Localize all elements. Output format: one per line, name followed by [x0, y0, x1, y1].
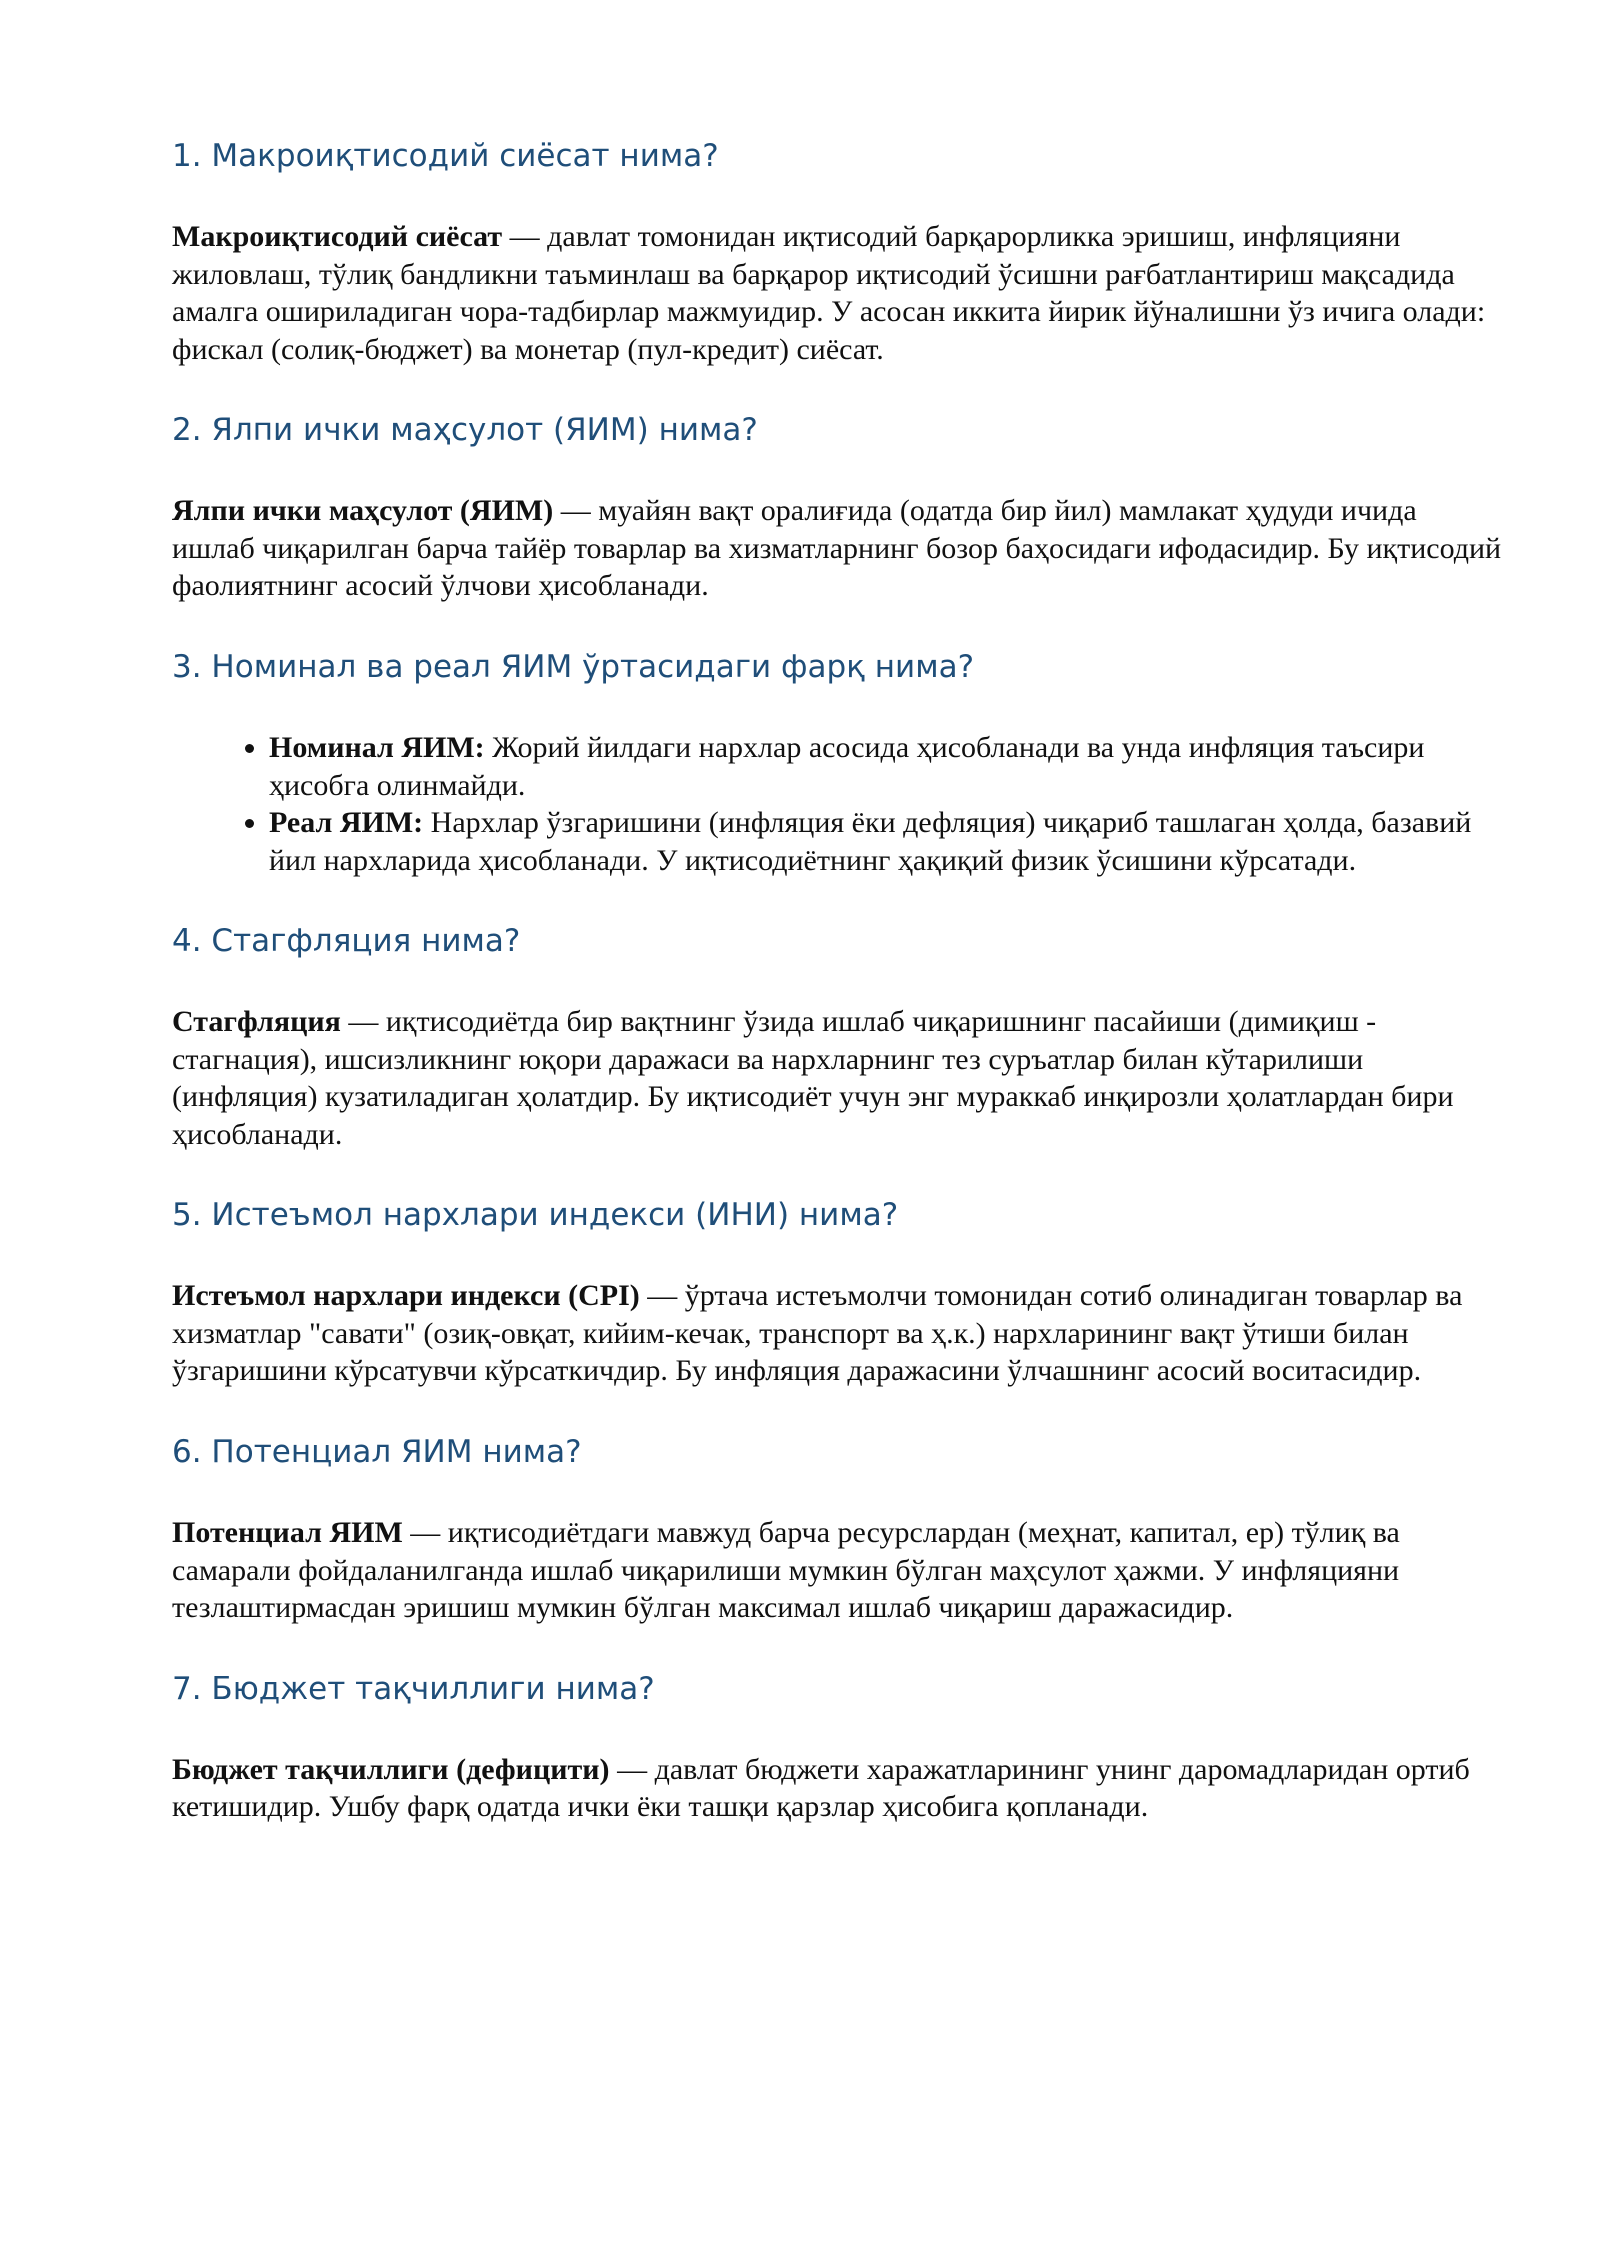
section-stagflation — [172, 923, 1502, 1153]
section-heading: 5. Истеъмол нархлари индекси (ИНИ) нима? — [172, 1197, 899, 1234]
section-heading: 2. Ялпи ички маҳсулот (ЯИМ) нима? — [172, 412, 758, 449]
section-heading: 4. Стагфляция нима? — [172, 923, 521, 960]
list-item — [269, 804, 1502, 879]
term-bold: Стагфляция — [172, 1005, 341, 1039]
definition-text: — иқтисодиётда бир вақтнинг ўзида ишлаб чиқаришнинг пасайиши (димиқиш - стагнация), ишсизликнинг юқори даражаси ва нархларнинг тез суръатлар билан кўтарилиши (инфляция) кузатиладиган ҳолатдир. Бу иқтисодиёт учун энг мураккаб инқирозли ҳолатлардан бири ҳисобланади. — [172, 1005, 1454, 1151]
section-potential-gdp — [172, 1434, 1502, 1627]
definition-text: — муайян вақт оралиғида (одатда бир йил) мамлакат ҳудуди ичида ишлаб чиқарилган барча тайёр товарлар ва хизматларнинг бозор баҳосидаги ифодасидир. Бу иқтисодий фаолиятнинг асосий ўлчови ҳисобланади. — [172, 494, 1502, 603]
definition-text: — иқтисодиётдаги мавжуд барча ресурслардан (меҳнат, капитал, ер) тўлиқ ва самарали фойдаланилганда ишлаб чиқарилиши мумкин бўлган маҳсулот ҳажми. У инфляцияни тезлаштирмасдан эришиш мумкин бўлган максимал ишлаб чиқариш даражасидир. — [172, 1516, 1400, 1625]
section-heading: 1. Макроиқтисодий сиёсат нима? — [172, 138, 719, 174]
section-paragraph — [172, 1514, 1502, 1627]
bullet-list — [172, 729, 1502, 879]
definition-text: — ўртача истеъмолчи томонидан сотиб олинадиган товарлар ва хизматлар "савати" (озиқ-овқат, кийим-кечак, транспорт ва ҳ.к.) нархларининг вақт ўтиши билан ўзгаришини кўрсатувчи кўрсаткичдир. Бу инфляция даражасини ўлчашнинг асосий воситасидир. — [172, 1279, 1463, 1388]
term-bold: Макроиқтисодий сиёсат — [172, 220, 503, 254]
section-paragraph — [172, 1277, 1502, 1390]
list-item — [269, 729, 1502, 804]
section-heading: 7. Бюджет тақчиллиги нима? — [172, 1670, 655, 1707]
section-nominal-vs-real — [172, 649, 1502, 879]
definition-text: Нархлар ўзгаришини (инфляция ёки дефляция) чиқариб ташлаган ҳолда, базавий йил нархларида ҳисобланади. У иқтисодиётнинг ҳақиқий физик ўсишини кўрсатади. — [269, 806, 1472, 877]
section-paragraph — [172, 492, 1502, 605]
section-cpi — [172, 1197, 1502, 1390]
term-bold: Ялпи ички маҳсулот (ЯИМ) — [172, 494, 554, 528]
section-paragraph — [172, 1751, 1502, 1826]
term-bold: Номинал ЯИМ: — [269, 731, 485, 765]
document-page — [172, 138, 1502, 1870]
section-paragraph — [172, 218, 1502, 368]
section-heading: 6. Потенциал ЯИМ нима? — [172, 1433, 582, 1470]
definition-text: — давлат томонидан иқтисодий барқарорликка эришиш, инфляцияни жиловлаш, тўлиқ бандликни таъминлаш ва барқарор иқтисодий ўсишни рағбатлантириш мақсадида амалга ошириладиган чора-тадбирлар мажмуидир. У асосан иккита йирик йўналишни ўз ичига олади: фискал (солиқ-бюджет) ва монетар (пул-кредит) сиёсат. — [172, 220, 1486, 366]
section-budget-deficit — [172, 1671, 1502, 1826]
term-bold: Реал ЯИМ: — [269, 806, 424, 840]
definition-text: Жорий йилдаги нархлар асосида ҳисобланади ва унда инфляция таъсири ҳисобга олинмайди. — [269, 731, 1425, 802]
section-gdp — [172, 412, 1502, 605]
definition-text: — давлат бюджети харажатларининг унинг даромадларидан ортиб кетишидир. Ушбу фарқ одатда ички ёки ташқи қарзлар ҳисобига қопланади. — [172, 1752, 1470, 1824]
section-macro-policy — [172, 138, 1502, 368]
section-heading: 3. Номинал ва реал ЯИМ ўртасидаги фарқ нима? — [172, 648, 975, 685]
section-paragraph — [172, 1003, 1502, 1153]
term-bold: Потенциал ЯИМ — [172, 1516, 403, 1550]
term-bold: Истеъмол нархлари индекси (CPI) — [172, 1279, 640, 1313]
term-bold: Бюджет тақчиллиги (дефицити) — [172, 1752, 610, 1786]
